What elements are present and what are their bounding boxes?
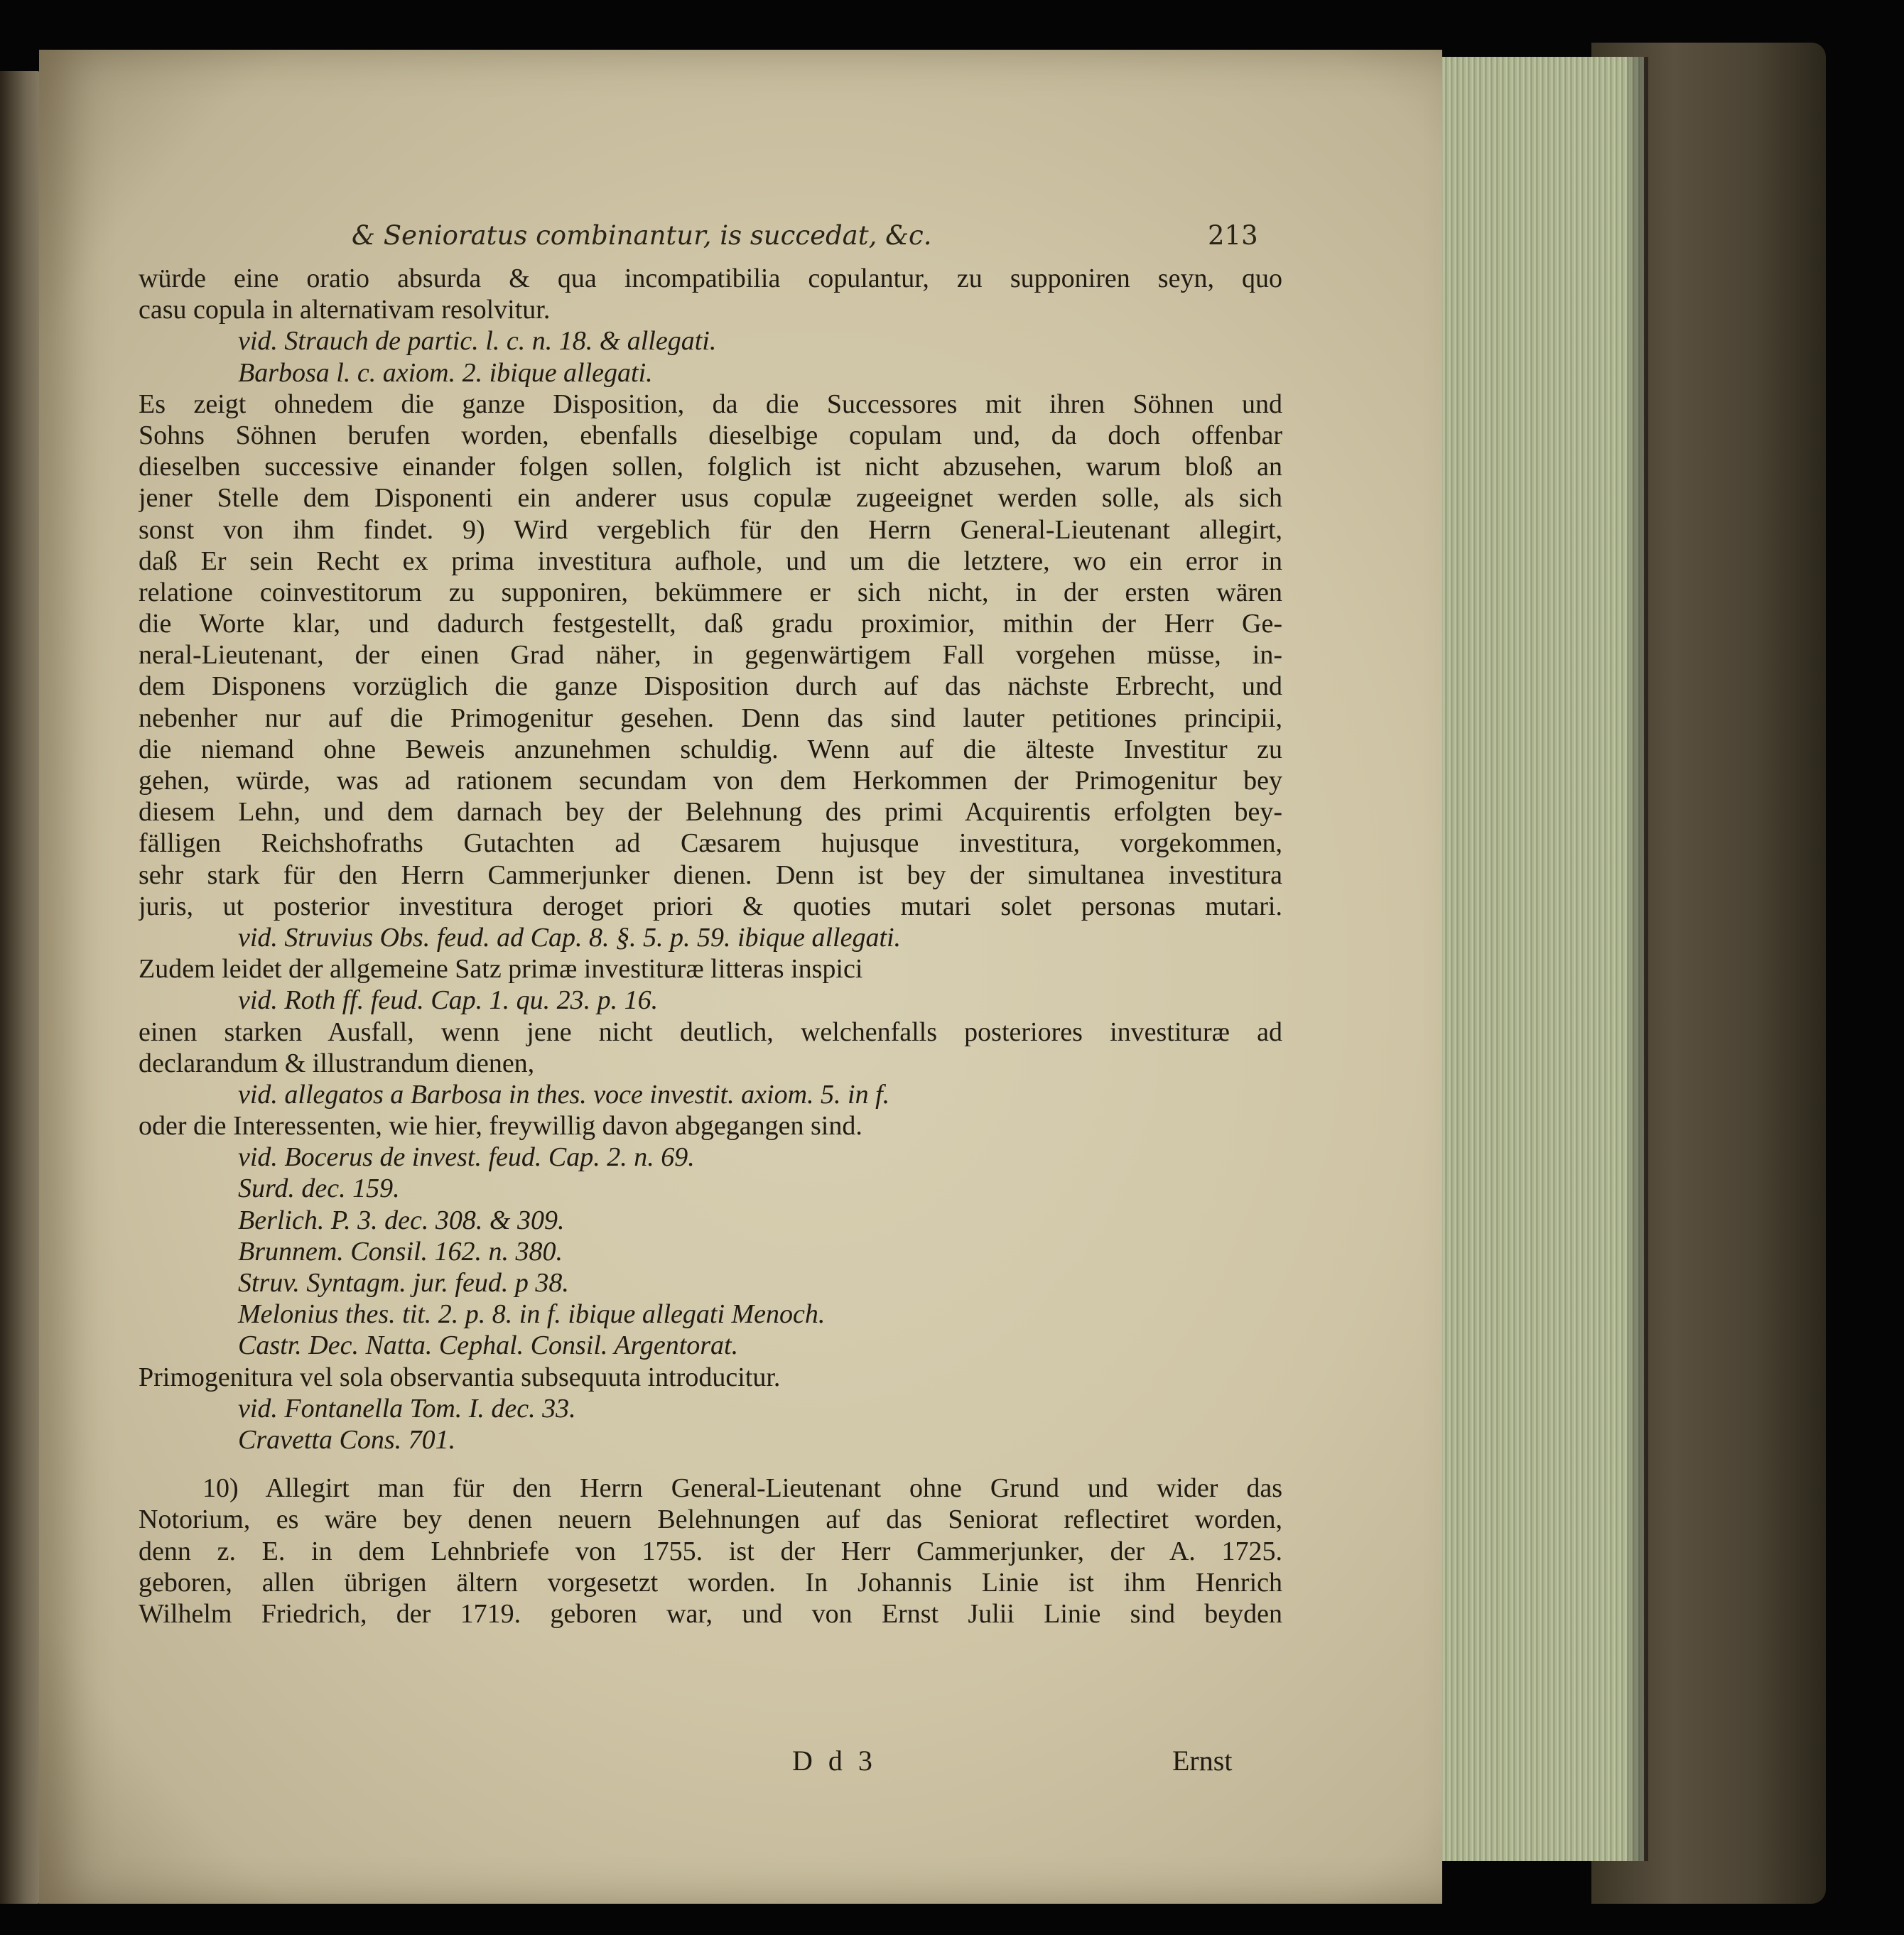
- page-number: 213: [1208, 220, 1258, 251]
- citation-line: Cravetta Cons. 701.: [238, 1424, 456, 1455]
- text-line: diesem Lehn, und dem darnach bey der Belehnung des primi Acquirentis erfolgten bey-: [139, 797, 1282, 828]
- text-line: Es zeigt ohnedem die ganze Disposition, da die Successores mit ihren Söhnen und: [139, 389, 1282, 419]
- text-line: oder die Interessenten, wie hier, freywillig davon abgegangen sind.: [139, 1111, 862, 1142]
- body-text: [139, 263, 1282, 1630]
- citation-line: vid. Strauch de partic. l. c. n. 18. & allegati.: [238, 326, 717, 357]
- citation-line: vid. Struvius Obs. feud. ad Cap. 8. §. 5. p. 59. ibique allegati.: [238, 922, 902, 953]
- citation-line: Surd. dec. 159.: [238, 1174, 400, 1204]
- text-line: relatione coinvestitorum zu supponiren, bekümmere er sich nicht, in der ersten wären: [139, 577, 1282, 607]
- text-line: gehen, würde, was ad rationem secundam von dem Herkommen der Primogenitur bey: [139, 766, 1282, 796]
- text-line: die niemand ohne Beweis anzunehmen schuldig. Wenn auf die älteste Investitur zu: [139, 734, 1282, 764]
- signature-mark: D d 3: [792, 1745, 877, 1777]
- text-line: jener Stelle dem Disponenti ein anderer usus copulæ zugeeignet werden solle, als sich: [139, 483, 1282, 514]
- text-line: Zudem leidet der allgemeine Satz primæ investituræ litteras inspici: [139, 954, 863, 985]
- citation-line: vid. Bocerus de invest. feud. Cap. 2. n. 69.: [238, 1142, 695, 1173]
- citation-line: Berlich. P. 3. dec. 308. & 309.: [238, 1205, 565, 1235]
- text-line: sehr stark für den Herrn Cammerjunker dienen. Denn ist bey der simultanea investitura: [139, 860, 1282, 890]
- text-line: denn z. E. in dem Lehnbriefe von 1755. ist der Herr Cammerjunker, der A. 1725.: [139, 1536, 1282, 1566]
- page-stack-edge: [1428, 57, 1644, 1861]
- page-stack-shadow: [1627, 57, 1648, 1861]
- citation-line: Brunnem. Consil. 162. n. 380.: [238, 1236, 563, 1267]
- text-line: dem Disponens vorzüglich die ganze Disposition durch auf das nächste Erbrecht, und: [139, 671, 1282, 702]
- text-line: nebenher nur auf die Primogenitur gesehen. Denn das sind lauter petitiones principii,: [139, 703, 1282, 733]
- text-line: declarandum & illustrandum dienen,: [139, 1048, 535, 1078]
- text-line: Primogenitura vel sola observantia subsequuta introducitur.: [139, 1362, 781, 1392]
- text-line: daß Er sein Recht ex prima investitura aufhole, und um die letztere, wo ein error in: [139, 546, 1282, 576]
- citation-line: Castr. Dec. Natta. Cephal. Consil. Argentorat.: [238, 1330, 739, 1361]
- citation-line: Barbosa l. c. axiom. 2. ibique allegati.: [238, 357, 653, 388]
- text-line: geboren, allen übrigen ältern vorgesetzt worden. In Johannis Linie ist ihm Henrich: [139, 1567, 1282, 1598]
- citation-line: vid. Roth ff. feud. Cap. 1. qu. 23. p. 16.: [238, 985, 659, 1016]
- text-line: Wilhelm Friedrich, der 1719. geboren war, und von Ernst Julii Linie sind beyden: [139, 1598, 1282, 1629]
- previous-page-edge: [0, 71, 43, 1904]
- text-line: würde eine oratio absurda & qua incompatibilia copulantur, zu supponiren seyn, quo: [139, 264, 1282, 293]
- text-line: juris, ut posterior investitura deroget priori & quoties mutari solet personas mutari.: [139, 891, 1282, 921]
- text-line: neral-Lieutenant, der einen Grad näher, in gegenwärtigem Fall vorgehen müsse, in-: [139, 640, 1282, 671]
- citation-line: vid. allegatos a Barbosa in thes. voce investit. axiom. 5. in f.: [238, 1079, 890, 1110]
- citation-line: Melonius thes. tit. 2. p. 8. in f. ibique allegati Menoch.: [238, 1299, 826, 1330]
- citation-line: vid. Fontanella Tom. I. dec. 33.: [238, 1393, 576, 1424]
- text-line: fälligen Reichshofraths Gutachten ad Cæsarem hujusque investitura, vorgekommen,: [139, 828, 1282, 859]
- text-line: Sohns Söhnen berufen worden, ebenfalls dieselbige copulam und, da doch offenbar: [139, 420, 1282, 450]
- text-line: dieselben successive einander folgen sollen, folglich ist nicht abzusehen, warum bloß an: [139, 452, 1282, 482]
- citation-line: Struv. Syntagm. jur. feud. p 38.: [238, 1268, 569, 1298]
- text-line: die Worte klar, und dadurch festgestellt, daß gradu proximior, mithin der Herr Ge-: [139, 609, 1282, 639]
- text-line: einen starken Ausfall, wenn jene nicht deutlich, welchenfalls posteriores investituræ ad: [139, 1017, 1282, 1047]
- text-line: casu copula in alternativam resolvitur.: [139, 295, 551, 325]
- text-line: sonst von ihm findet. 9) Wird vergeblich für den Herrn General-Lieutenant allegirt,: [139, 514, 1282, 545]
- text-line: Notorium, es wäre bey denen neuern Belehnungen auf das Seniorat reflectiret worden,: [139, 1505, 1282, 1535]
- running-head: & Senioratus combinantur, is succedat, &c.: [352, 220, 932, 251]
- catchword: Ernst: [1172, 1745, 1233, 1777]
- book-page: [39, 50, 1442, 1904]
- text-line: 10) Allegirt man für den Herrn General-Lieutenant ohne Grund und wider das: [202, 1473, 1282, 1504]
